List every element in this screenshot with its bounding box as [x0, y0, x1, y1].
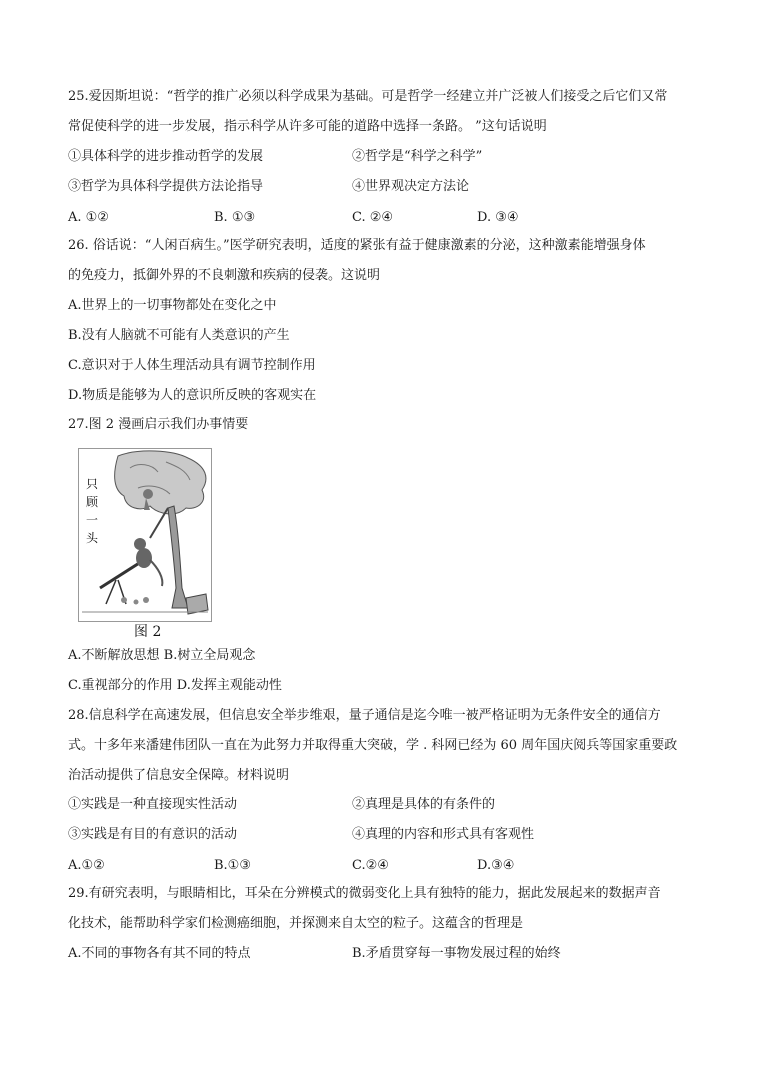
cartoon-text-char-4: 头	[86, 531, 99, 545]
q25-option-d: D. ③④	[477, 210, 519, 225]
q27-options-line1: A.不断解放思想 B.树立全局观念	[68, 648, 256, 663]
cartoon-text-char-3: 一	[86, 513, 99, 527]
q25-statement-3: ③哲学为具体科学提供方法论指导	[68, 179, 264, 194]
cartoon-illustration	[78, 448, 212, 640]
q25-option-c: C. ②④	[352, 210, 394, 225]
q25-statement-1: ①具体科学的进步推动哲学的发展	[68, 149, 264, 164]
q28-stem-line1: 28.信息科学在高速发展，但信息安全举步维艰，量子通信是迄今唯一被严格证明为无条件安全的通信方	[68, 708, 661, 723]
q29-option-a: A.不同的事物各有其不同的特点	[68, 946, 251, 961]
q28-option-d: D.③④	[477, 858, 515, 873]
q26-stem-line1: 26. 俗话说：“人闲百病生。”医学研究表明，适度的紧张有益于健康激素的分泌，这种激素能增强身体	[68, 238, 646, 253]
q27-options-line2: C.重视部分的作用 D.发挥主观能动性	[68, 678, 282, 693]
cartoon-text-char-2: 顾	[86, 495, 99, 509]
q28-statement-3: ③实践是有目的有意识的活动	[68, 827, 238, 842]
cartoon-text-char-1: 只	[86, 477, 99, 491]
q29-option-b: B.矛盾贯穿每一事物发展过程的始终	[352, 946, 561, 961]
q29-stem-line2: 化技术，能帮助科学家们检测癌细胞，并探测来自太空的粒子。这蕴含的哲理是	[68, 916, 524, 931]
cartoon-figure	[78, 448, 212, 640]
q26-option-c: C.意识对于人体生理活动具有调节控制作用	[68, 358, 316, 373]
q28-statement-4: ④真理的内容和形式具有客观性	[352, 827, 535, 842]
q26-option-d: D.物质是能够为人的意识所反映的客观实在	[68, 388, 317, 403]
q26-stem-line2: 的免疫力，抵御外界的不良刺激和疾病的侵袭。这说明	[68, 268, 381, 283]
q26-option-b: B.没有人脑就不可能有人类意识的产生	[68, 328, 290, 343]
q25-statement-4: ④世界观决定方法论	[352, 179, 470, 194]
q28-statement-1: ①实践是一种直接现实性活动	[68, 797, 238, 812]
figure-caption: 图 2	[134, 624, 162, 640]
q28-stem-line3: 治活动提供了信息安全保障。材料说明	[68, 768, 290, 783]
q25-stem-line2: 常促使科学的进一步发展，指示科学从许多可能的道路中选择一条路。 ”这句话说明	[68, 119, 547, 134]
q28-option-a: A.①②	[68, 858, 105, 873]
q25-statement-2: ②哲学是“科学之科学”	[352, 149, 483, 164]
q25-option-a: A. ①②	[68, 210, 109, 225]
q25-stem-line1: 25.爱因斯坦说：“哲学的推广必须以科学成果为基础。可是哲学一经建立并广泛被人们接受之后它们又常	[68, 89, 668, 104]
q28-option-b: B.①③	[214, 858, 251, 873]
q28-statement-2: ②真理是具体的有条件的	[352, 797, 496, 812]
q25-option-b: B. ①③	[214, 210, 256, 225]
q27-stem: 27.图 2 漫画启示我们办事情要	[68, 417, 249, 432]
q28-stem-line2: 式。十多年来潘建伟团队一直在为此努力并取得重大突破，学 . 科网已经为 60 周年国庆阅兵等国家重要政	[68, 738, 678, 753]
q28-option-c: C.②④	[352, 858, 389, 873]
q29-stem-line1: 29.有研究表明，与眼睛相比，耳朵在分辨模式的微弱变化上具有独特的能力，据此发展起来的数据声音	[68, 886, 661, 901]
q26-option-a: A.世界上的一切事物都处在变化之中	[68, 298, 277, 313]
